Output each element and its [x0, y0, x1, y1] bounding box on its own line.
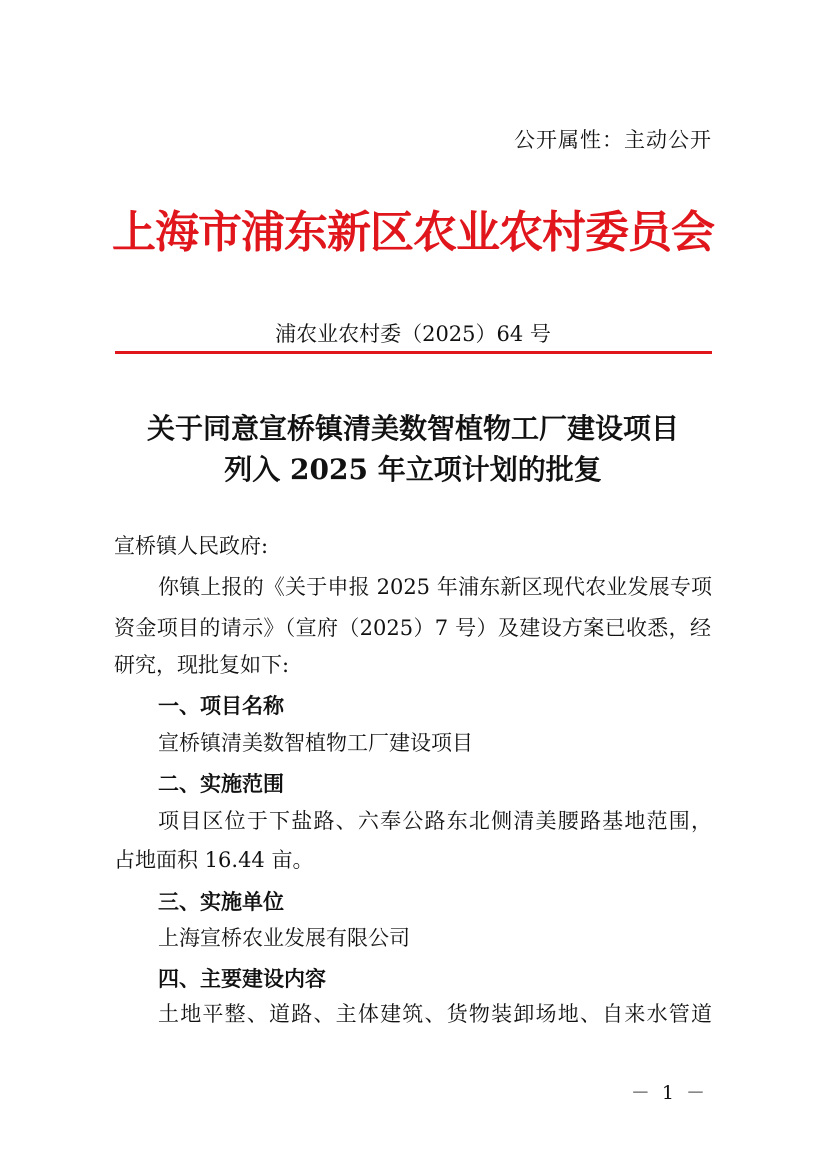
- section-heading-project-name: 一、项目名称: [158, 694, 284, 718]
- section-heading-implementer: 三、实施单位: [158, 890, 284, 914]
- document-title-line-2: 列入 2025 年立项计划的批复: [224, 453, 602, 486]
- red-divider-line: [115, 351, 712, 354]
- addressee: 宣桥镇人民政府:: [114, 534, 269, 558]
- section-text-scope-line-1: 项目区位于下盐路、六奉公路东北侧清美腰路基地范围，: [158, 809, 712, 833]
- issuing-agency-name: 上海市浦东新区农业农村委员会: [112, 207, 714, 258]
- section-text-implementer: 上海宣桥农业发展有限公司: [158, 926, 410, 950]
- disclosure-attribute: 公开属性：主动公开: [514, 128, 712, 152]
- intro-line-1: 你镇上报的《关于申报 2025 年浦东新区现代农业发展专项: [158, 575, 712, 599]
- section-text-construction-content: 土地平整、道路、主体建筑、货物装卸场地、自来水管道: [158, 1002, 712, 1026]
- intro-line-3: 研究，现批复如下:: [114, 653, 290, 677]
- intro-line-2: 资金项目的请示》（宣府（2025）7 号）及建设方案已收悉，经: [114, 616, 711, 640]
- page-number: － 1 －: [630, 1082, 708, 1104]
- section-text-project-name: 宣桥镇清美数智植物工厂建设项目: [158, 731, 473, 755]
- document-title-line-1: 关于同意宣桥镇清美数智植物工厂建设项目: [146, 412, 679, 445]
- section-heading-construction-content: 四、主要建设内容: [158, 967, 326, 991]
- section-text-scope-line-2: 占地面积 16.44 亩。: [114, 848, 314, 872]
- document-number: 浦农业农村委（2025）64 号: [275, 322, 551, 346]
- section-heading-scope: 二、实施范围: [158, 772, 284, 796]
